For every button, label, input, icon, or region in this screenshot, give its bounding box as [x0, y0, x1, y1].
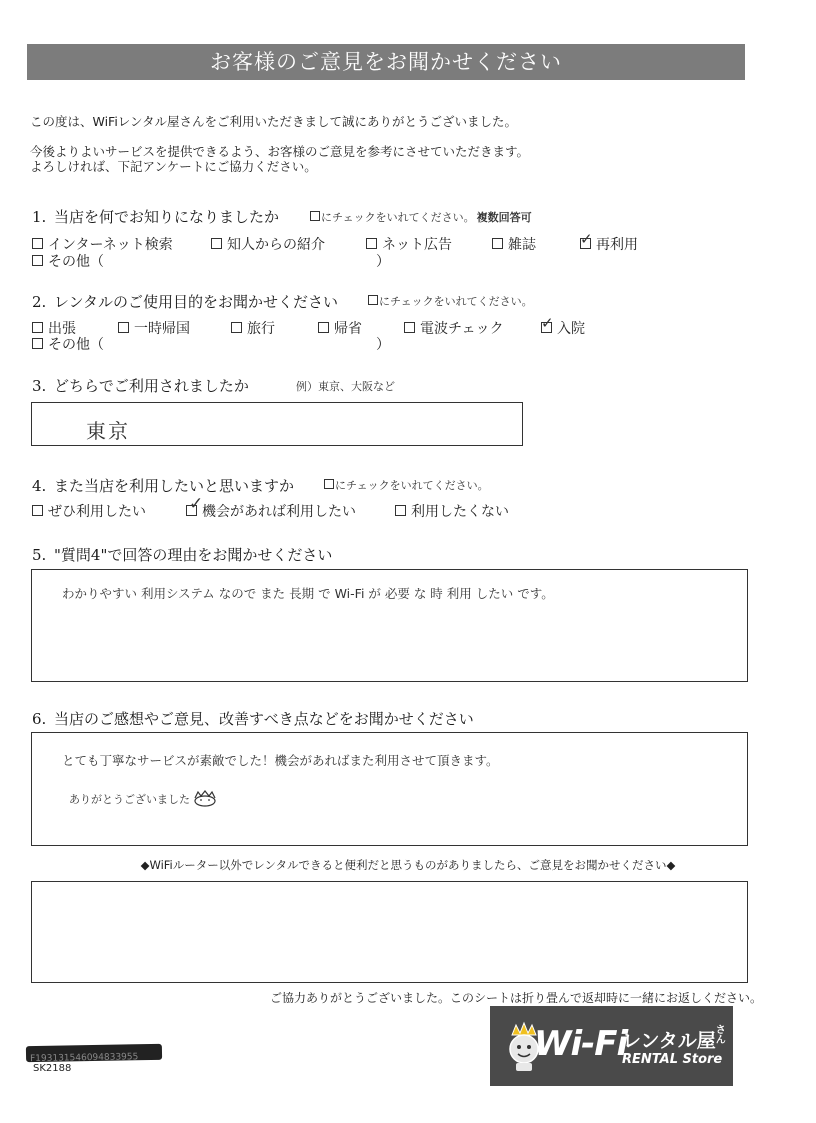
- checkbox[interactable]: [395, 505, 406, 516]
- question-4-note: にチェックをいれてください。: [324, 477, 489, 493]
- checkbox-checked[interactable]: [541, 314, 554, 333]
- question-3: [32, 375, 249, 396]
- checkmark-icon: ✓: [580, 230, 593, 248]
- q1-option-referral[interactable]: 知人からの紹介: [211, 234, 325, 254]
- q5-answer-text: わかりやすい 利用システム なので また 長期 で Wi-Fi が 必要 な 時 利用 したい です。: [62, 586, 554, 601]
- checkmark-icon: ✓: [541, 314, 554, 332]
- question-3-text: どちらでご利用されましたか: [54, 377, 249, 395]
- q3-answer-field[interactable]: [31, 402, 523, 446]
- checkmark-icon: ✓: [189, 494, 204, 514]
- logo-jp-text: レンタル屋さん: [622, 1025, 726, 1052]
- intro-line-2: 今後よりよいサービスを提供できるよう、お客様のご意見を参考にさせていただきます。: [30, 144, 530, 159]
- question-4-number: 4.: [32, 477, 47, 495]
- q1-option-other[interactable]: その他（: [32, 251, 104, 271]
- q2-option-hospital[interactable]: ✓ 入院: [541, 314, 585, 337]
- question-5-number: 5.: [32, 546, 47, 564]
- question-6: [32, 708, 474, 729]
- question-2-text: レンタルのご使用目的をお聞かせください: [54, 293, 339, 311]
- intro-line-3: よろしければ、下記アンケートにご協力ください。: [30, 159, 317, 174]
- q2-option-travel[interactable]: 旅行: [231, 318, 275, 338]
- question-2-number: 2.: [32, 293, 47, 311]
- q7-answer-field[interactable]: [31, 881, 748, 983]
- question-2: [32, 291, 338, 312]
- checkbox[interactable]: [32, 505, 43, 516]
- intro-line-1: この度は、WiFiレンタル屋さんをご利用いただきまして誠にありがとうございました。: [30, 114, 518, 129]
- q2-option-homecoming[interactable]: 帰省: [318, 318, 362, 338]
- q1-option-magazine[interactable]: 雑誌: [492, 234, 536, 254]
- smiley-crown-doodle-icon: [192, 789, 218, 807]
- logo-en-text: RENTAL Store: [622, 1052, 723, 1067]
- question-1: [32, 206, 279, 227]
- question-1-number: 1.: [32, 208, 47, 226]
- checkbox[interactable]: [366, 238, 377, 249]
- q4-option-if-chance[interactable]: ✓ 機会があれば利用したい: [186, 501, 356, 521]
- checkbox[interactable]: [32, 238, 43, 249]
- logo-wifi-text: Wi-Fi: [534, 1024, 628, 1064]
- checkbox[interactable]: [32, 322, 43, 333]
- q6-answer-line-1: とても丁寧なサービスが素敵でした！機会があればまた利用させて頂きます。: [62, 753, 499, 768]
- q2-option-business-trip[interactable]: 出張: [32, 318, 76, 338]
- question-5: [32, 544, 332, 565]
- question-1-note: にチェックをいれてください。 複数回答可: [310, 209, 532, 225]
- checkbox[interactable]: [318, 322, 329, 333]
- checkbox[interactable]: [32, 255, 43, 266]
- q3-answer-text: 東京: [86, 419, 130, 443]
- footer-code: SK2188: [33, 1063, 72, 1074]
- checkbox-checked[interactable]: [186, 494, 204, 516]
- question-2-note: にチェックをいれてください。: [368, 293, 533, 309]
- q2-option-other[interactable]: その他（: [32, 334, 104, 354]
- question-4-text: また当店を利用したいと思いますか: [54, 477, 295, 495]
- q2-option-signal-check[interactable]: 電波チェック: [404, 318, 504, 338]
- question-1-text: 当店を何でお知りになりましたか: [54, 208, 280, 226]
- q1-option-reuse[interactable]: ✓ 再利用: [580, 230, 638, 253]
- q1-other-close-paren: ）: [376, 254, 390, 270]
- q1-option-internet-search[interactable]: インターネット検索: [32, 234, 173, 254]
- checkbox[interactable]: [32, 338, 43, 349]
- q7-prompt: ◆WiFiルーター以外でレンタルできると便利だと思うものがありましたら、ご意見をお聞かせください◆: [140, 858, 676, 872]
- checkbox[interactable]: [404, 322, 415, 333]
- checkbox[interactable]: [211, 238, 222, 249]
- q6-answer-field[interactable]: [31, 732, 748, 846]
- question-3-number: 3.: [32, 377, 47, 395]
- question-6-text: 当店のご感想やご意見、改善すべき点などをお聞かせください: [54, 710, 474, 728]
- q6-answer-line-2: ありがとうございました: [69, 793, 190, 806]
- redacted-id-bar: F193131546094833955: [26, 1044, 162, 1062]
- footer-thanks: ご協力ありがとうございました。このシートは折り畳んで返却時に一緒にお返しください。: [270, 991, 763, 1005]
- q2-option-temporary-return[interactable]: 一時帰国: [118, 318, 190, 338]
- question-5-text: "質問4"で回答の理由をお聞かせください: [54, 546, 333, 564]
- page-title: お客様のご意見をお聞かせください: [27, 44, 745, 80]
- checkbox-icon: [324, 479, 334, 489]
- checkbox[interactable]: [118, 322, 129, 333]
- q4-option-no[interactable]: 利用したくない: [395, 501, 509, 521]
- q1-option-net-ad[interactable]: ネット広告: [366, 234, 452, 254]
- checkbox-icon: [368, 295, 378, 305]
- checkbox[interactable]: [492, 238, 503, 249]
- question-4: [32, 475, 294, 496]
- brand-logo: [490, 1006, 733, 1086]
- question-6-number: 6.: [32, 710, 47, 728]
- q5-answer-field[interactable]: [31, 569, 748, 682]
- question-3-example: 例）東京、大阪など: [296, 380, 395, 393]
- checkbox[interactable]: [231, 322, 242, 333]
- checkbox-icon: [310, 211, 320, 221]
- q4-option-definitely[interactable]: ぜひ利用したい: [32, 501, 146, 521]
- q2-other-close-paren: ）: [376, 337, 390, 353]
- checkbox-checked[interactable]: [580, 230, 593, 249]
